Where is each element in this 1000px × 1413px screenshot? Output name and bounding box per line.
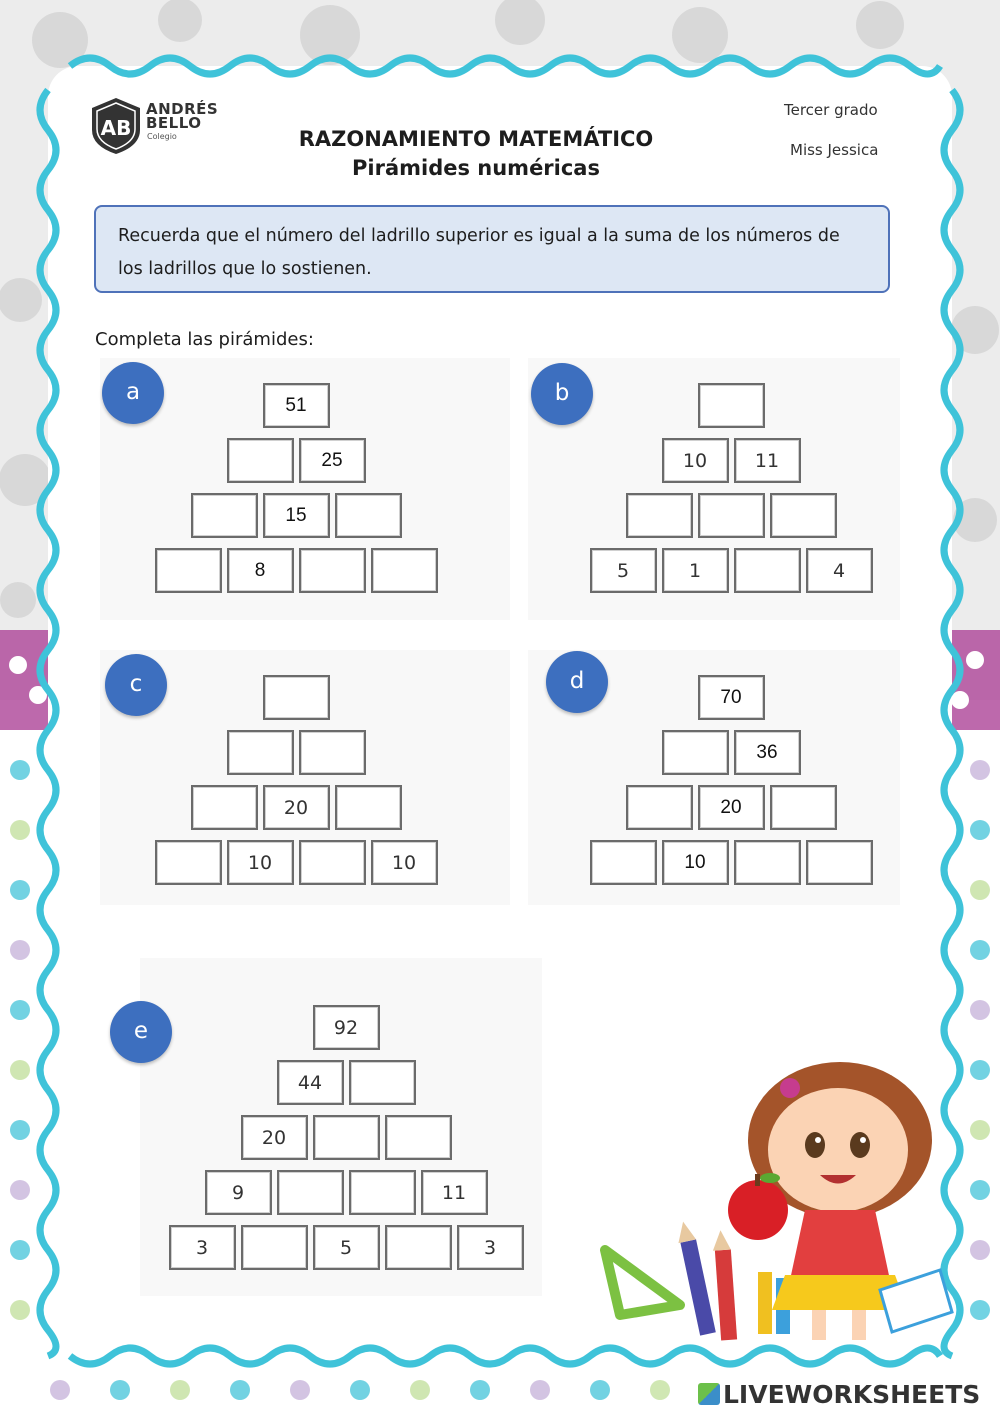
pyramid-b-brick-r2-c2: 11 xyxy=(734,438,801,483)
pyramid-d-brick-r4-c2: 10 xyxy=(662,840,729,885)
pyramid-d-brick-r3-c1[interactable] xyxy=(626,785,693,830)
shield-logo-icon xyxy=(88,96,144,156)
logo-subtitle: Colegio xyxy=(147,132,177,141)
pyramid-c-brick-r4-c2: 10 xyxy=(227,840,294,885)
liveworksheets-watermark xyxy=(698,1380,980,1409)
pyramid-b-brick-r4-c1: 5 xyxy=(590,548,657,593)
pyramid-b-brick-r3-c3[interactable] xyxy=(770,493,837,538)
pyramid-c-brick-r2-c1[interactable] xyxy=(227,730,294,775)
pyramid-e-brick-r4-c3[interactable] xyxy=(349,1170,416,1215)
teacher-label: Miss Jessica xyxy=(790,141,879,159)
school-logo xyxy=(88,96,238,158)
pyramid-a-brick-r4-c3[interactable] xyxy=(299,548,366,593)
pyramid-e-brick-r4-c4: 11 xyxy=(421,1170,488,1215)
pyramid-c-brick-r4-c4: 10 xyxy=(371,840,438,885)
pyramid-label-d: d xyxy=(546,651,608,713)
pyramid-c-brick-r1-c1[interactable] xyxy=(263,675,330,720)
pyramid-a-brick-r4-c2: 8 xyxy=(227,548,294,593)
pyramid-b-brick-r1-c1[interactable] xyxy=(698,383,765,428)
pyramid-a-brick-r3-c3[interactable] xyxy=(335,493,402,538)
pyramid-e-brick-r2-c2[interactable] xyxy=(349,1060,416,1105)
pyramid-d-brick-r3-c3[interactable] xyxy=(770,785,837,830)
pyramid-b-brick-r3-c2[interactable] xyxy=(698,493,765,538)
pyramid-d-brick-r1-c1: 70 xyxy=(698,675,765,720)
pyramid-a-brick-r4-c4[interactable] xyxy=(371,548,438,593)
pyramid-e-brick-r4-c2[interactable] xyxy=(277,1170,344,1215)
logo-badge-text: AB xyxy=(100,116,132,140)
pyramid-e-brick-r5-c4[interactable] xyxy=(385,1225,452,1270)
pyramid-e-brick-r5-c5: 3 xyxy=(457,1225,524,1270)
pyramid-label-e: e xyxy=(110,1001,172,1063)
pyramid-e-brick-r5-c1: 3 xyxy=(169,1225,236,1270)
pyramid-b-brick-r3-c1[interactable] xyxy=(626,493,693,538)
pyramid-b-brick-r4-c4: 4 xyxy=(806,548,873,593)
watermark-text: LIVEWORKSHEETS xyxy=(723,1380,981,1409)
pyramid-c-brick-r3-c1[interactable] xyxy=(191,785,258,830)
logo-name xyxy=(146,102,218,130)
page-title: RAZONAMIENTO MATEMÁTICO xyxy=(298,127,654,151)
pyramid-d-brick-r4-c3[interactable] xyxy=(734,840,801,885)
reminder-note: Recuerda que el número del ladrillo superior es igual a la suma de los números de los ladrillos que lo sostienen. xyxy=(94,205,890,293)
grade-label: Tercer grado xyxy=(784,101,878,119)
pyramid-a-brick-r2-c2: 25 xyxy=(299,438,366,483)
pyramid-e-brick-r3-c3[interactable] xyxy=(385,1115,452,1160)
pyramid-b-brick-r4-c2: 1 xyxy=(662,548,729,593)
pyramid-d-brick-r4-c1[interactable] xyxy=(590,840,657,885)
pyramid-d-brick-r2-c1[interactable] xyxy=(662,730,729,775)
pyramid-a-brick-r2-c1[interactable] xyxy=(227,438,294,483)
pyramid-a-brick-r1-c1: 51 xyxy=(263,383,330,428)
worksheet-title xyxy=(260,125,692,183)
pyramid-label-b: b xyxy=(531,363,593,425)
logo-name-line1: ANDRÉS xyxy=(146,100,219,118)
pyramid-e-brick-r5-c3: 5 xyxy=(313,1225,380,1270)
pyramid-a-brick-r3-c2: 15 xyxy=(263,493,330,538)
pyramid-label-a: a xyxy=(102,362,164,424)
pyramid-e-brick-r4-c1: 9 xyxy=(205,1170,272,1215)
instruction-text: Completa las pirámides: xyxy=(95,329,314,350)
pyramid-d-brick-r3-c2: 20 xyxy=(698,785,765,830)
pyramid-e-brick-r2-c1: 44 xyxy=(277,1060,344,1105)
pyramid-e-brick-r3-c2[interactable] xyxy=(313,1115,380,1160)
pyramid-c-brick-r3-c2: 20 xyxy=(263,785,330,830)
logo-name-line2: BELLO xyxy=(146,114,202,132)
pyramid-label-c: c xyxy=(105,654,167,716)
pyramid-c-brick-r4-c1[interactable] xyxy=(155,840,222,885)
page-subtitle: Pirámides numéricas xyxy=(352,156,600,180)
pyramid-e-brick-r3-c1: 20 xyxy=(241,1115,308,1160)
pyramid-d-brick-r4-c4[interactable] xyxy=(806,840,873,885)
pyramid-d-brick-r2-c2: 36 xyxy=(734,730,801,775)
pyramid-a-brick-r4-c1[interactable] xyxy=(155,548,222,593)
pyramid-e-brick-r5-c2[interactable] xyxy=(241,1225,308,1270)
liveworksheets-logo-icon xyxy=(698,1383,720,1405)
pyramid-b-brick-r2-c1: 10 xyxy=(662,438,729,483)
pyramid-c-brick-r4-c3[interactable] xyxy=(299,840,366,885)
pyramid-e-brick-r1-c1: 92 xyxy=(313,1005,380,1050)
pyramid-c-brick-r3-c3[interactable] xyxy=(335,785,402,830)
pyramid-b-brick-r4-c3[interactable] xyxy=(734,548,801,593)
girl-with-apple-illustration xyxy=(590,1050,960,1350)
pyramid-c-brick-r2-c2[interactable] xyxy=(299,730,366,775)
pyramid-a-brick-r3-c1[interactable] xyxy=(191,493,258,538)
